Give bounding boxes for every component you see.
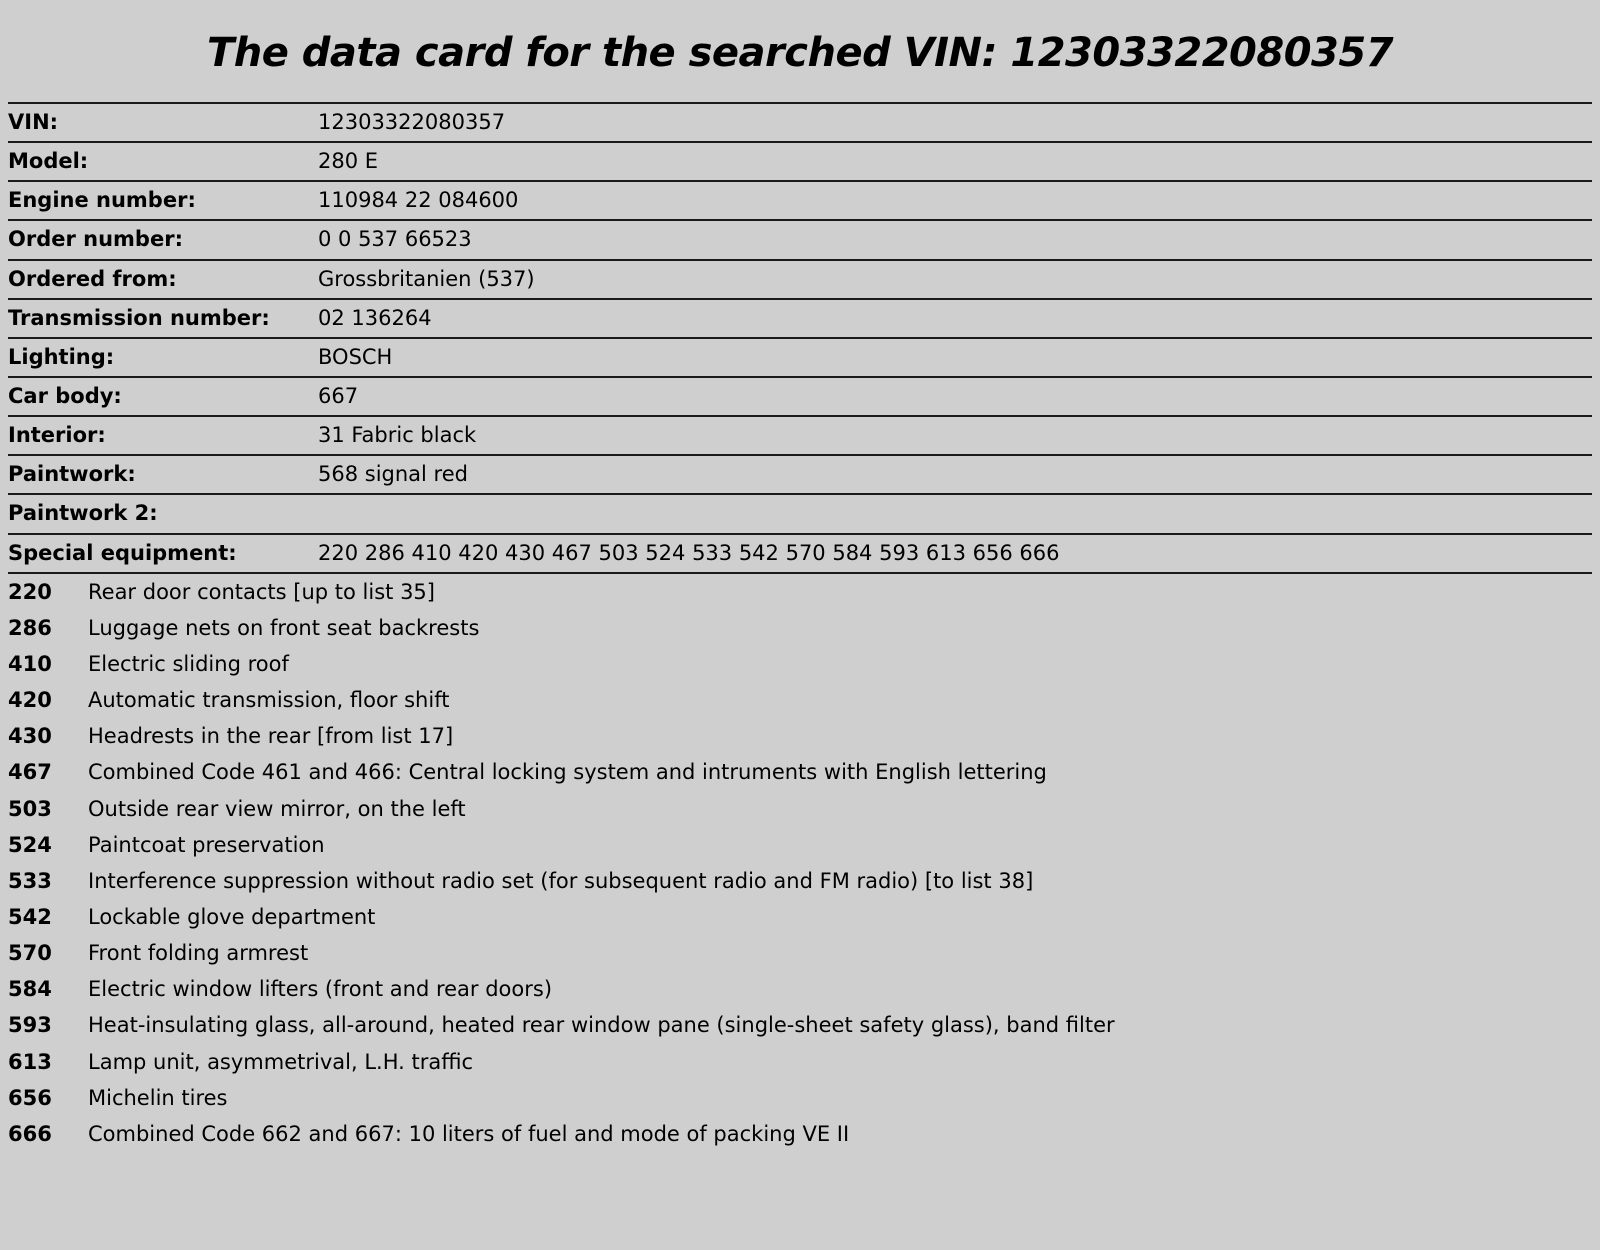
table-row (8, 103, 1592, 142)
vehicle-data-body (8, 103, 1592, 573)
field-value: 110984 22 084600 (318, 188, 519, 213)
equipment-code: 420 (8, 688, 52, 713)
vehicle-data-table (8, 102, 1592, 574)
field-value: Grossbritanien (537) (318, 266, 535, 291)
field-label: Special equipment: (8, 540, 237, 565)
equipment-description: Front folding armrest (88, 941, 309, 966)
equipment-description: Combined Code 662 and 667: 10 liters of fuel and mode of packing VE II (88, 1121, 850, 1146)
equipment-code: 286 (8, 615, 52, 640)
field-value: 0 0 537 66523 (318, 227, 472, 252)
field-value: 568 signal red (318, 462, 468, 487)
equipment-description: Michelin tires (88, 1085, 228, 1110)
equipment-description: Combined Code 461 and 466: Central locking system and intruments with English lettering (88, 760, 1047, 785)
table-row (8, 338, 1592, 377)
equipment-code: 533 (8, 868, 52, 893)
equipment-description: Electric window lifters (front and rear doors) (88, 977, 553, 1002)
table-row (8, 377, 1592, 416)
table-row (8, 416, 1592, 455)
field-label: Car body: (8, 383, 122, 408)
equipment-description: Outside rear view mirror, on the left (88, 796, 466, 821)
equipment-code: 666 (8, 1121, 52, 1146)
list-item (8, 718, 1592, 754)
field-label: Lighting: (8, 344, 115, 369)
list-item (8, 899, 1592, 935)
equipment-description: Heat-insulating glass, all-around, heated rear window pane (single-sheet safety glass), band filter (88, 1013, 1115, 1038)
equipment-description: Lockable glove department (88, 904, 376, 929)
page-title: The data card for the searched VIN: 12303322080357 (206, 30, 1394, 76)
table-row (8, 142, 1592, 181)
equipment-description: Lamp unit, asymmetrival, L.H. traffic (88, 1049, 474, 1074)
equipment-description: Luggage nets on front seat backrests (88, 615, 480, 640)
field-label: Ordered from: (8, 266, 177, 291)
field-value: 12303322080357 (318, 110, 506, 134)
equipment-code: 656 (8, 1085, 52, 1110)
list-item (8, 1116, 1592, 1152)
field-value: 220 286 410 420 430 467 503 524 533 542 570 584 593 613 656 666 (318, 540, 1060, 565)
list-item (8, 791, 1592, 827)
table-row (8, 494, 1592, 533)
list-item (8, 1044, 1592, 1080)
field-value: 280 E (318, 149, 379, 174)
list-item (8, 935, 1592, 971)
list-item (8, 754, 1592, 790)
field-label: Paintwork 2: (8, 501, 158, 526)
equipment-code: 503 (8, 796, 52, 821)
field-value: BOSCH (318, 344, 393, 369)
list-item (8, 682, 1592, 718)
field-label: Paintwork: (8, 462, 136, 487)
equipment-code: 220 (8, 579, 52, 604)
equipment-description: Electric sliding roof (88, 651, 289, 676)
field-value (318, 494, 1592, 533)
field-value: 02 136264 (318, 305, 432, 330)
field-label: Model: (8, 149, 89, 174)
equipment-code: 542 (8, 904, 52, 929)
equipment-description: Rear door contacts [up to list 35] (88, 579, 435, 604)
table-row (8, 260, 1592, 299)
equipment-code: 593 (8, 1013, 52, 1038)
table-row (8, 181, 1592, 220)
field-label: VIN: (8, 110, 59, 134)
field-label: Order number: (8, 227, 183, 252)
equipment-description: Paintcoat preservation (88, 832, 325, 857)
equipment-code: 430 (8, 724, 52, 749)
equipment-code: 584 (8, 977, 52, 1002)
list-item (8, 646, 1592, 682)
equipment-code: 524 (8, 832, 52, 857)
table-row (8, 455, 1592, 494)
field-value: 667 (318, 383, 359, 408)
equipment-description: Automatic transmission, floor shift (88, 688, 450, 713)
field-label: Interior: (8, 423, 106, 448)
table-row (8, 220, 1592, 259)
special-equipment-body (8, 574, 1592, 1152)
list-item (8, 1007, 1592, 1043)
equipment-description: Headrests in the rear [from list 17] (88, 724, 454, 749)
field-label: Transmission number: (8, 305, 270, 330)
equipment-code: 410 (8, 651, 52, 676)
equipment-code: 613 (8, 1049, 52, 1074)
list-item (8, 610, 1592, 646)
list-item (8, 971, 1592, 1007)
equipment-code: 467 (8, 760, 52, 785)
field-label: Engine number: (8, 188, 196, 213)
special-equipment-table (8, 574, 1592, 1152)
table-row (8, 299, 1592, 338)
field-value: 31 Fabric black (318, 423, 477, 448)
equipment-description: Interference suppression without radio set (for subsequent radio and FM radio) [to list 38] (88, 868, 1034, 893)
list-item (8, 863, 1592, 899)
list-item (8, 1080, 1592, 1116)
list-item (8, 574, 1592, 610)
list-item (8, 827, 1592, 863)
table-row (8, 534, 1592, 573)
equipment-code: 570 (8, 941, 52, 966)
